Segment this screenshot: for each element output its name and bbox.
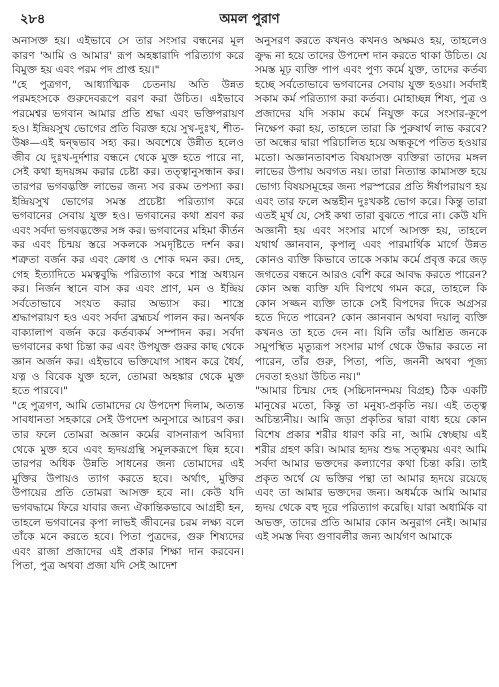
text-columns (12, 34, 489, 680)
paragraph: "হে পুত্রগণ, আধ্যাত্মিক চেতনায় অতি উন্নত পরমহংসকে গুরুদেবরূপে বরণ করা উচিত। এইভাবে পরমেশ্বর ভগবান আমার প্রতি শ্রদ্ধা এবং ভক্তিপরায়ণ হও। ইন্দ্রিয়সুখ ভোগের প্রতি বিরক্ত হয়ে সুখ-দুঃখ, শীত-উষ্ণ—এই দ্বন্দ্বভাব সহ্য কর। অবশেষে উন্নীত হলেও জীব যে দুঃখ-দুর্দশার বন্ধনে থেকে মুক্ত হতে পারে না, সেই কথা হৃদয়ঙ্গম করার চেষ্টা কর। তত্ত্বানুসন্ধান কর। তারপর ভগবদ্ভক্তি লাভের জন্য সব রকম তপস্যা কর। ইন্দ্রিয়সুখ ভোগের সমস্ত প্রচেষ্টা পরিত্যাগ করে ভগবানের সেবায় যুক্ত হও। ভগবানের কথা শ্রবণ কর এবং সর্বদা ভগবদ্ভক্তের সঙ্গ কর। ভগবানের মহিমা কীর্তন কর এবং চিন্ময় স্তরে সকলকে সমদৃষ্টিতে দর্শন কর। শত্রুতা বর্জন কর এবং ক্রোধ ও শোক দমন কর। দেহ, গেহ ইত্যাদিতে মমত্ববুদ্ধি পরিত্যাগ করে শাস্ত্র অধ্যয়ন কর। নির্জন স্থানে বাস কর এবং প্রাণ, মন ও ইন্দ্রিয় সর্বতোভাবে সংযত করার অভ্যাস কর। শাস্ত্রে শ্রদ্ধাপরায়ণ হও এবং সর্বদা ব্রহ্মচর্য পালন কর। অনর্থক বাক্যালাপ বর্জন করে কর্তব্যকর্ম সম্পাদন কর। সর্বদা ভগবানের কথা চিন্তা কর এবং উপযুক্ত গুরুর কাছ থেকে জ্ঞান অর্জন কর। এইভাবে ভক্তিযোগ সাধন করে ধৈর্য, যত্ন ও বিবেক যুক্ত হলে, তোমরা অহঙ্কার থেকে মুক্ত হতে পারবে।" (12, 78, 244, 398)
right-column (255, 34, 487, 680)
paragraph: অনুসরণ করতে কখনও কখনও অক্ষমও হয়, তাহলেও ক্রুদ্ধ না হয়ে তাদের উপদেশ দান করতে থাকা উচিত। যে সমস্ত মূঢ় ব্যক্তি পাপ এবং পুণ্য কর্মে যুক্ত, তাদের কর্তব্য হচ্ছে সর্বতোভাবে ভগবানের সেবায় যুক্ত হওয়া। সর্বদাই সকাম কর্ম পরিত্যাগ করা কর্তব্য। মোহাচ্ছন্ন শিষ্য, পুত্র ও প্রজাদের যদি সকাম কর্মে নিযুক্ত করে সংসার-কূপে নিক্ষেপ করা হয়, তাহলে তারা কি পুরুষার্থ লাভ করবে? তা অন্ধের দ্বারা পরিচালিত হয়ে অন্ধকূপে পতিত হওয়ার মতো। অজ্ঞানতাবশত বিষয়াসক্ত ব্যক্তিরা তাদের মঙ্গল লাভের উপায় অবগত নয়। তারা নিত্যান্ত কামাসক্ত হয়ে ভোগ্য বিষয়সমূহের জন্য পরস্পরের প্রতি ঈর্ষাপরায়ণ হয় এবং তার ফলে অন্তহীন দুঃখকষ্ট ভোগ করে। কিন্তু তারা এতই মূর্খ যে, সেই কথা তারা বুঝতে পারে না। কেউ যদি অজ্ঞানী হয় এবং সংসার মার্গে আসক্ত হয়, তাহলে যথার্থ জ্ঞানবান, কৃপালু এবং পারমার্থিক মার্গে উন্নত কোনও ব্যক্তি কিভাবে তাকে সকাম কর্মে প্রবৃত্ত করে জড় জগতের বন্ধনে আরও বেশি করে আবদ্ধ করতে পারেন? কোন অন্ধ ব্যক্তি যদি বিপথে গমন করে, তাহলে কি কোন সজ্জন ব্যক্তি তাকে সেই বিপদের দিকে অগ্রসর হতে দিতে পারেন? কোন জ্ঞানবান অথবা দয়ালু ব্যক্তি কখনও তা হতে দেন না। যিনি তাঁর আশ্রিত জনকে সমুপস্থিত মৃত্যুরূপ সংসার মার্গ থেকে উদ্ধার করতে না পারেন, তাঁর গুরু, পিতা, পতি, জননী অথবা পূজ্য দেবতা হওয়া উচিত নয়।" (255, 35, 487, 383)
left-column (12, 34, 244, 680)
page-header (20, 8, 479, 30)
paragraph: অনাসক্ত হয়। এইভাবে সে তার সংসার বন্ধনের মূল কারণ 'আমি ও আমার' রূপ অহঙ্কারাদি পরিত্যাগ করে বিমুক্ত হয় এবং পরম পদ প্রাপ্ত হয়।" (12, 35, 244, 77)
paragraph: "আমার চিন্ময় দেহ (সচ্চিদানন্দময় বিগ্রহ) ঠিক একটি মানুষের মতো, কিন্তু তা মনুষ্য-প্রকৃতি নয়। এই তত্ত্ব অচিন্ত্যনীয়। আমি জড়া প্রকৃতির দ্বারা বাধ্য হয়ে কোন বিশেষ প্রকার শরীর ধারণ করি না, আমি স্বেচ্ছায় এই শরীর গ্রহণ করি। আমার হৃদয় শুদ্ধ সত্ত্বময় এবং আমি সর্বদা আমার ভক্তদের কল্যাণের কথা চিন্তা করি। তাই প্রকৃত অর্থে যে ভক্তির পন্থা তা আমার হৃদয়ে রয়েছে এবং তা আমার ভক্তদের জন্য। অধর্মকে আমি আমার হৃদয় থেকে বহু দূরে পরিত্যাগ করেছি। যারা অধার্মিক বা অভক্ত, তাদের প্রতি আমার কোন অনুরাগ নেই। আমার এই সমস্ত দিব্য গুণাবলীর জন্য আর্যগণ আমাকে (255, 385, 487, 544)
running-title: অমল পুরাণ (219, 12, 280, 27)
paragraph: "হে পুত্রগণ, আমি তোমাদের যে উপদেশ দিলাম, অত্যন্ত সাবধানতা সহকারে সেই উপদেশ অনুসারে আচরণ কর। তার ফলে তোমরা অজ্ঞান কর্মের বাসনারূপ অবিদ্যা থেকে মুক্ত হবে এবং হৃদয়গ্রন্থি সমূলকরূপে ছিন্ন হবে। তারপর অধিক উন্নতি সাধনের জন্য তোমাদের এই মুক্তির উপায়ও ত্যাগ করতে হবে। অর্থাৎ, মুক্তির উপায়ের প্রতি তোমরা আসক্ত হবে না। কেউ যদি ভগবদ্ধামে ফিরে যাবার জন্য ঐকান্তিকভাবে আগ্রহী হন, তাহলে ভগবানের কৃপা লাভই জীবনের চরম লক্ষ্য বলে তাঁকে মনে করতে হবে। পিতা পুত্রদের, গুরু শিষ্যদের এবং রাজা প্রজাদের এই প্রকার শিক্ষা দান করবেন। পিতা, পুত্র অথবা প্রজা যদি সেই আদেশ (12, 399, 244, 573)
page-number: ২৮৪ (20, 12, 46, 27)
